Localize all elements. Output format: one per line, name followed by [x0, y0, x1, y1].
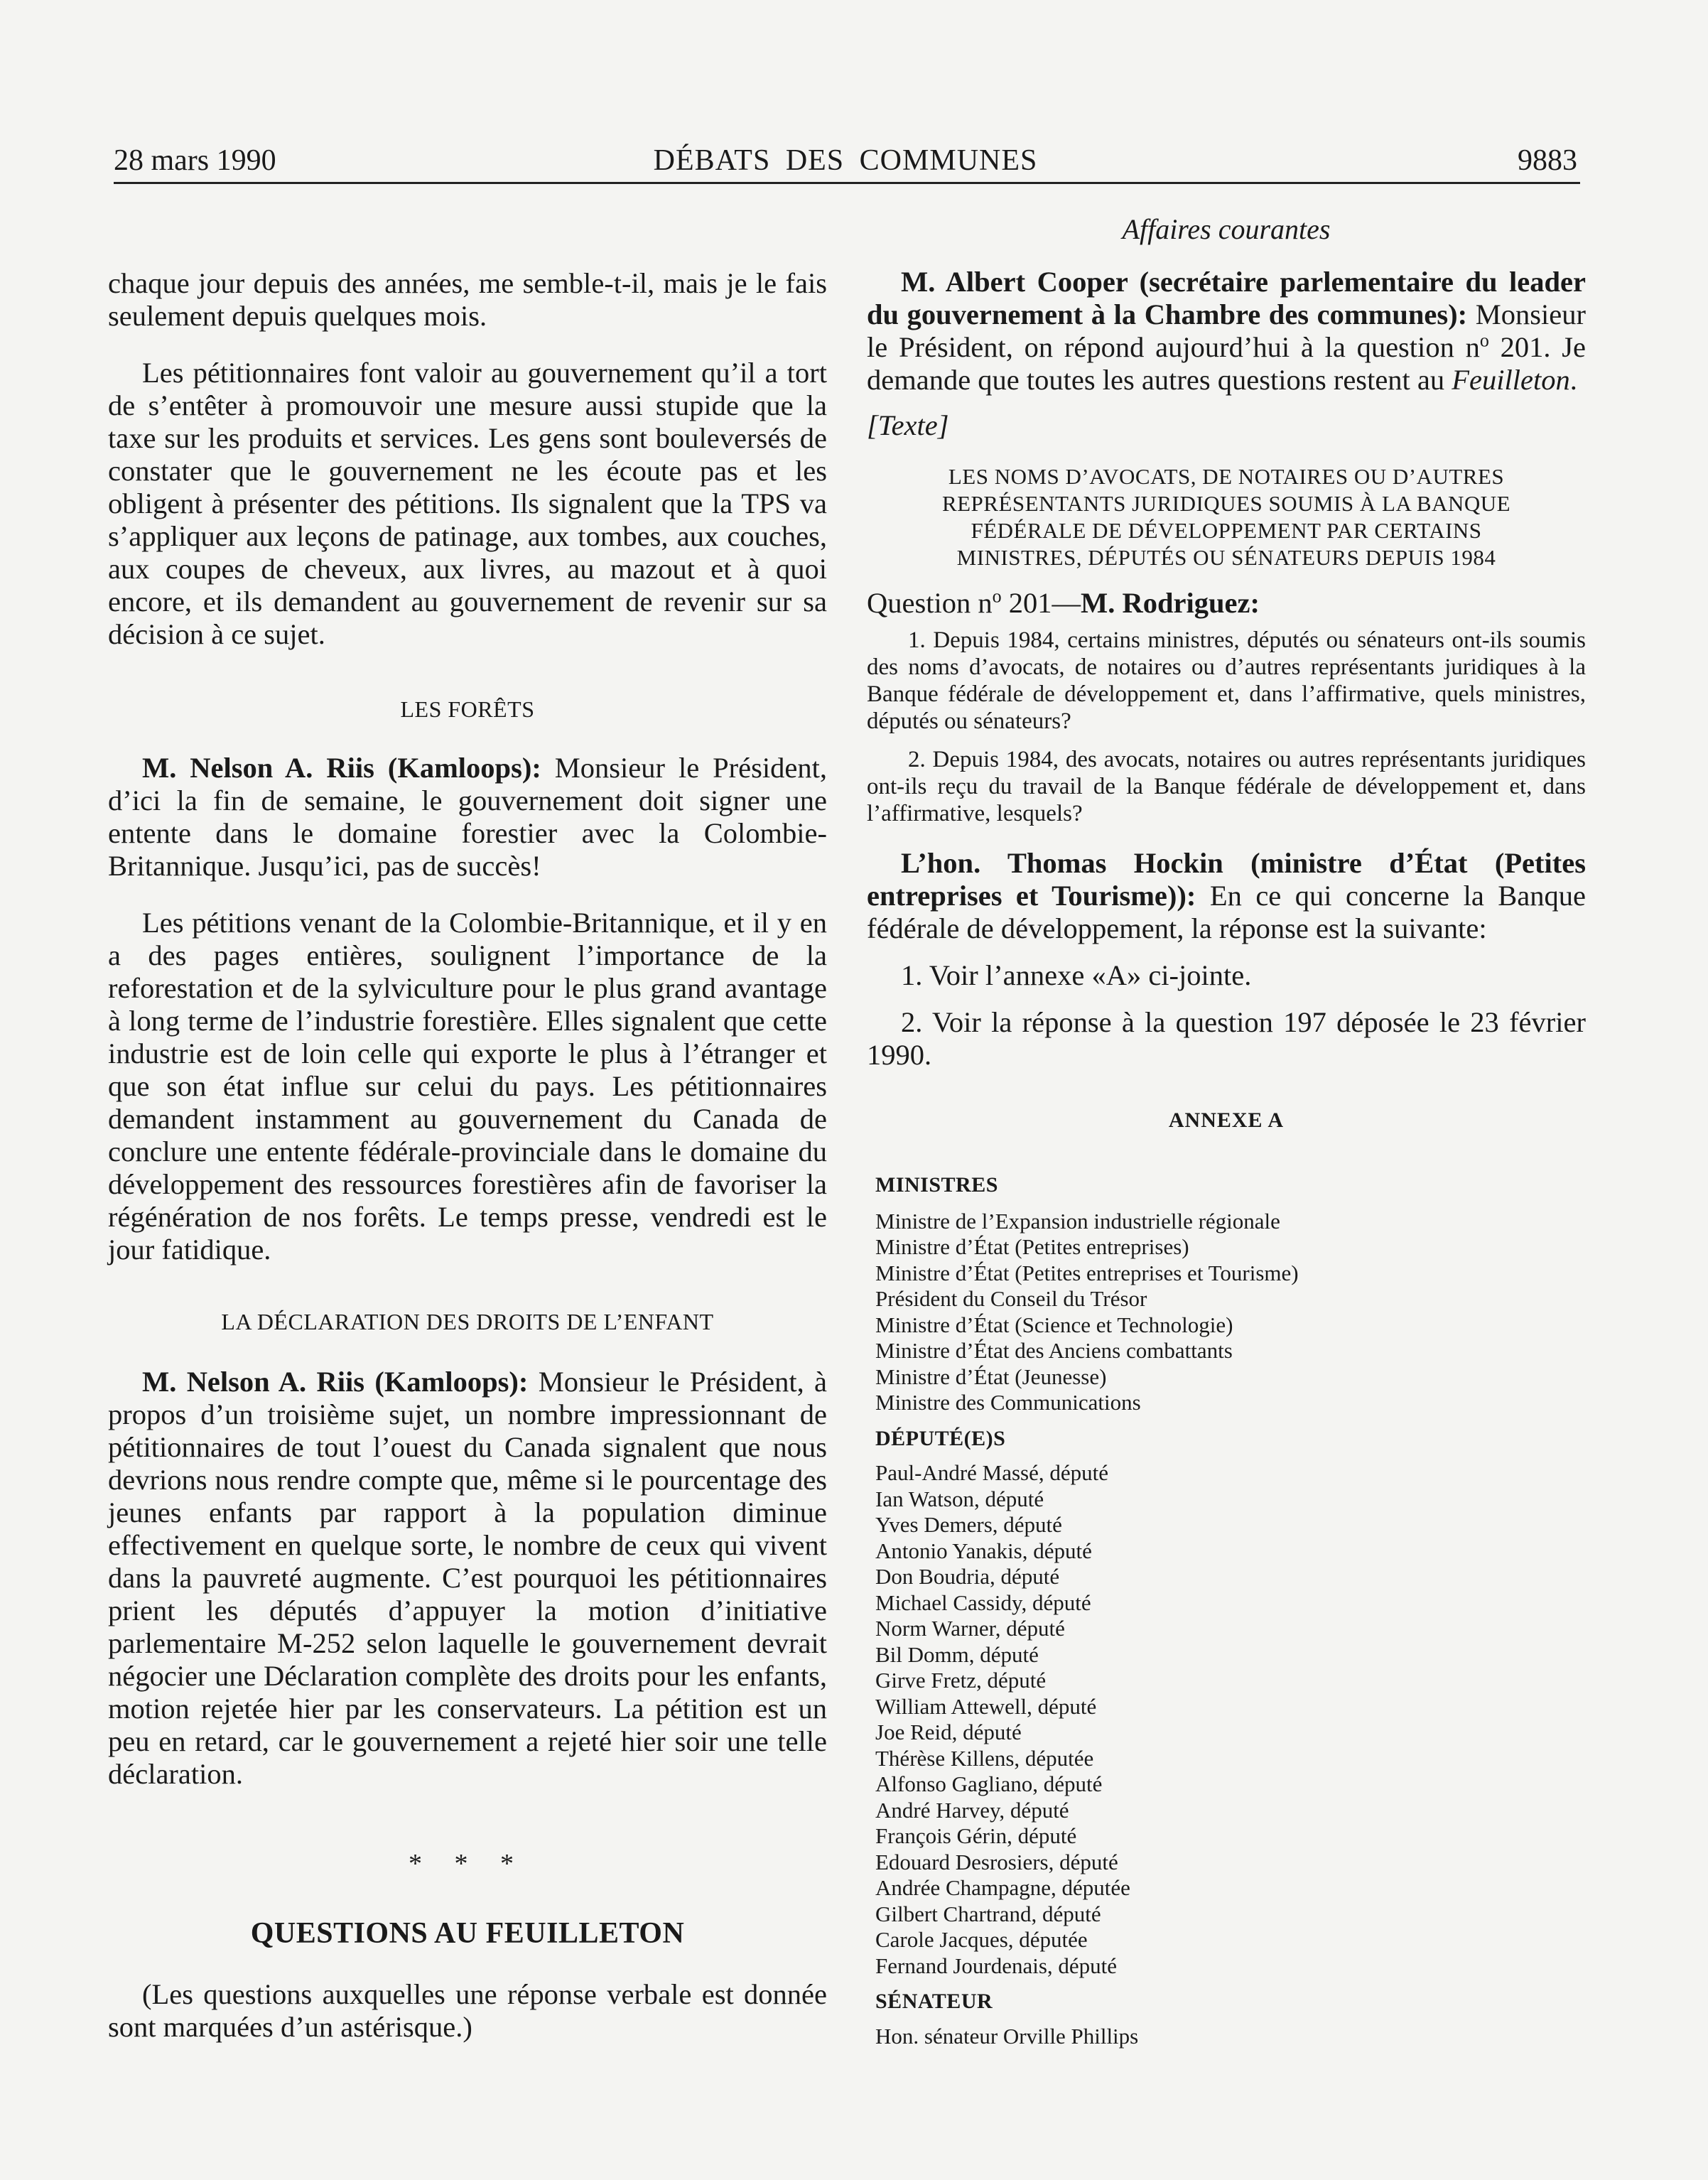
question-text: [867, 627, 1586, 827]
list-item: Joe Reid, député: [875, 1720, 1022, 1744]
paragraph-riis-forets: [108, 752, 827, 883]
list-item: Paul-André Massé, député: [875, 1460, 1108, 1485]
paragraph-continuation: chaque jour depuis des années, me semble-t-il, mais je le fais seulement depuis quelques mois.: [108, 267, 827, 332]
paragraph-cooper: M. Albert Cooper (secrétaire parlementaire du leader du gouvernement à la Chambre des communes): Monsieur le Président, on répond aujourd’hui à la question $n^o$ 201. Je demande que toutes les autres questions restent au Feuilleton.: [867, 266, 1586, 396]
list-item: Thérèse Killens, députée: [875, 1745, 1094, 1771]
paragraph-asterisk-note: (Les questions auxquelles une réponse verbale est donnée sont marquées d’un astérisque.): [108, 1978, 827, 2043]
list-item: Gilbert Chartrand, député: [875, 1901, 1101, 1926]
speech-text: Monsieur le Président, d’ici la fin de semaine, le gouvernement doit signer une entente dans le domaine forestier avec la Colombie-Britannique. Jusqu’ici, pas de succès!: [108, 752, 827, 882]
list-item: Ministre d’État (Science et Technologie): [875, 1312, 1233, 1337]
speaker-name: M. Albert Cooper (secrétaire parlementaire du leader du gouvernement à la Chambre des communes):: [867, 266, 1586, 330]
list-item: Don Boudria, député: [875, 1564, 1060, 1589]
list-item: Fernand Jourdenais, député: [875, 1953, 1118, 1978]
ministres-heading: MINISTRES: [875, 1173, 998, 1197]
heading-droits-enfant: LA DÉCLARATION DES DROITS DE L’ENFANT: [221, 1309, 714, 1334]
list-item: Yves Demers, député: [875, 1512, 1062, 1537]
list-item: Hon. sénateur Orville Phillips: [875, 2023, 1139, 2049]
question-part-1: 1. Depuis 1984, certains ministres, députés ou sénateurs ont-ils soumis des noms d’avocats, de notaires ou d’autres représentants juridiques à la Banque fédérale de développement et, dans l’affirmative, quels ministres, députés ou sénateurs?: [867, 627, 1586, 734]
list-item: Norm Warner, député: [875, 1616, 1065, 1641]
speaker-name: M. Nelson A. Riis (Kamloops):: [142, 1366, 529, 1398]
paragraph-tps: Les pétitionnaires font valoir au gouvernement qu’il a tort de s’entêter à promouvoir une mesure aussi stupide que la taxe sur les produits et services. Les gens sont bouleversés de constater que le gouvernement ne les écoute pas et les obligent à présenter des pétitions. Ils signalent que la TPS va s’appliquer aux leçons de patinage, aux tombes, aux couches, aux coupes de cheveux, aux livres, au mazout et à quoi encore, et ils demandent au gouvernement de revenir sur sa décision à ce sujet.: [108, 357, 827, 650]
list-item: Michael Cassidy, député: [875, 1590, 1091, 1615]
list-item: Ministre d’État (Petites entreprises et Tourisme): [875, 1260, 1299, 1285]
question-part-2: 2. Depuis 1984, des avocats, notaires ou autres représentants juridiques ont-ils reçu du travail de la Banque fédérale de développement et, dans l’affirmative, lesquels?: [867, 747, 1586, 826]
header-date: 28 mars 1990: [114, 144, 276, 177]
list-item: André Harvey, député: [875, 1797, 1069, 1823]
left-column: [108, 267, 827, 2044]
list-item: Ministre d’État (Petites entreprises): [875, 1234, 1189, 1259]
speaker-name: L’hon. Thomas Hockin (ministre d’État (Petites entreprises et Tourisme)):: [867, 847, 1586, 912]
speaker-name: M. Nelson A. Riis (Kamloops):: [142, 752, 541, 784]
list-item: Ministre d’État (Jeunesse): [875, 1364, 1107, 1389]
ministres-section: [867, 1172, 1586, 2049]
answer-2: 2. Voir la réponse à la question 197 déposée le 23 février 1990.: [867, 1006, 1586, 1071]
list-item: Edouard Desrosiers, député: [875, 1849, 1118, 1874]
list-item: Ministre d’État des Anciens combattants: [875, 1338, 1233, 1363]
list-item: Ministre des Communications: [875, 1390, 1141, 1415]
list-item: Ministre de l’Expansion industrielle régionale: [875, 1208, 1280, 1234]
section-separator: * * *: [409, 1849, 526, 1879]
section-caption: Affaires courantes: [1122, 213, 1331, 245]
header-page-number: 9883: [1518, 144, 1577, 177]
header-title: DÉBATS DES COMMUNES: [653, 144, 1038, 177]
speech-text: En ce qui concerne la Banque fédérale de développement, la réponse est la suivante:: [867, 880, 1586, 944]
list-item: Ian Watson, député: [875, 1486, 1044, 1511]
answer-1: 1. Voir l’annexe «A» ci-jointe.: [901, 959, 1252, 991]
paragraph-riis-enfants: [108, 1366, 827, 1791]
list-item: Carole Jacques, députée: [875, 1927, 1088, 1952]
texte-label: [Texte]: [867, 409, 949, 441]
question-number: Question $n^o$ 201—M. Rodriguez:: [867, 586, 1260, 619]
list-item: Girve Fretz, député: [875, 1668, 1047, 1693]
right-column: [867, 213, 1586, 2049]
list-item: François Gérin, député: [875, 1823, 1077, 1848]
header-rule: [114, 182, 1580, 184]
heading-questions-feuilleton: QUESTIONS AU FEUILLETON: [250, 1917, 685, 1950]
paragraph-petitions-cb: Les pétitions venant de la Colombie-Britannique, et il y en a des pages entières, soulignent l’importance de la reforestation et de la sylviculture pour le plus grand avantage à long terme de l’industrie forestière. Elles signalent que cette industrie est de loin celle qui exporte le plus à l’étranger et que son état influe sur celui du pays. Les pétitionnaires demandent instamment au gouvernement du Canada de conclure une entente fédérale-provinciale dans le domaine du développement des ressources forestières afin de favoriser la régénération de nos forêts. Le temps presse, vendredi est le jour fatidique.: [108, 907, 827, 1266]
paragraph-hockin: [867, 847, 1586, 945]
list-item: Antonio Yanakis, député: [875, 1538, 1092, 1563]
list-item: Président du Conseil du Trésor: [875, 1286, 1147, 1311]
speech-text: Monsieur le Président, à propos d’un troisième sujet, un nombre impressionnant de pétitionnaires de tout l’ouest du Canada signalent que nous devrions nous rendre compte que, même si le pourcentage des jeunes enfants par rapport à la population diminue effectivement en quelque sorte, le nombre de ceux qui vivent dans la pauvreté augmente. C’est pourquoi les pétitionnaires prient les députés d’appuyer la motion d’initiative parlementaire M-252 selon laquelle le gouvernement devrait négocier une Déclaration complète des droits pour les enfants, motion rejetée hier par les conservateurs. La pétition est un peu en retard, car le gouvernement a rejeté hier soir une telle déclaration.: [108, 1366, 828, 1790]
senateur-heading: SÉNATEUR: [875, 1990, 993, 2013]
annex-title: ANNEXE A: [1168, 1108, 1285, 1132]
deputes-heading: DÉPUTÉ(E)S: [875, 1426, 1006, 1450]
list-item: Andrée Champagne, députée: [875, 1875, 1130, 1900]
list-item: Alfonso Gagliano, député: [875, 1771, 1103, 1796]
heading-forets: LES FORÊTS: [400, 696, 535, 722]
running-header: [114, 139, 1577, 182]
list-item: William Attewell, député: [875, 1693, 1097, 1719]
question-heading: LES NOMS D’AVOCATS, DE NOTAIRES OU D’AUTRES REPRÉSENTANTS JURIDIQUES SOUMIS À LA BANQUE FÉDÉRALE DE DÉVELOPPEMENT PAR CERTAINS MINISTRES, DÉPUTÉS OU SÉNATEURS DEPUIS 1984: [941, 464, 1511, 570]
list-item: Bil Domm, député: [875, 1641, 1039, 1667]
